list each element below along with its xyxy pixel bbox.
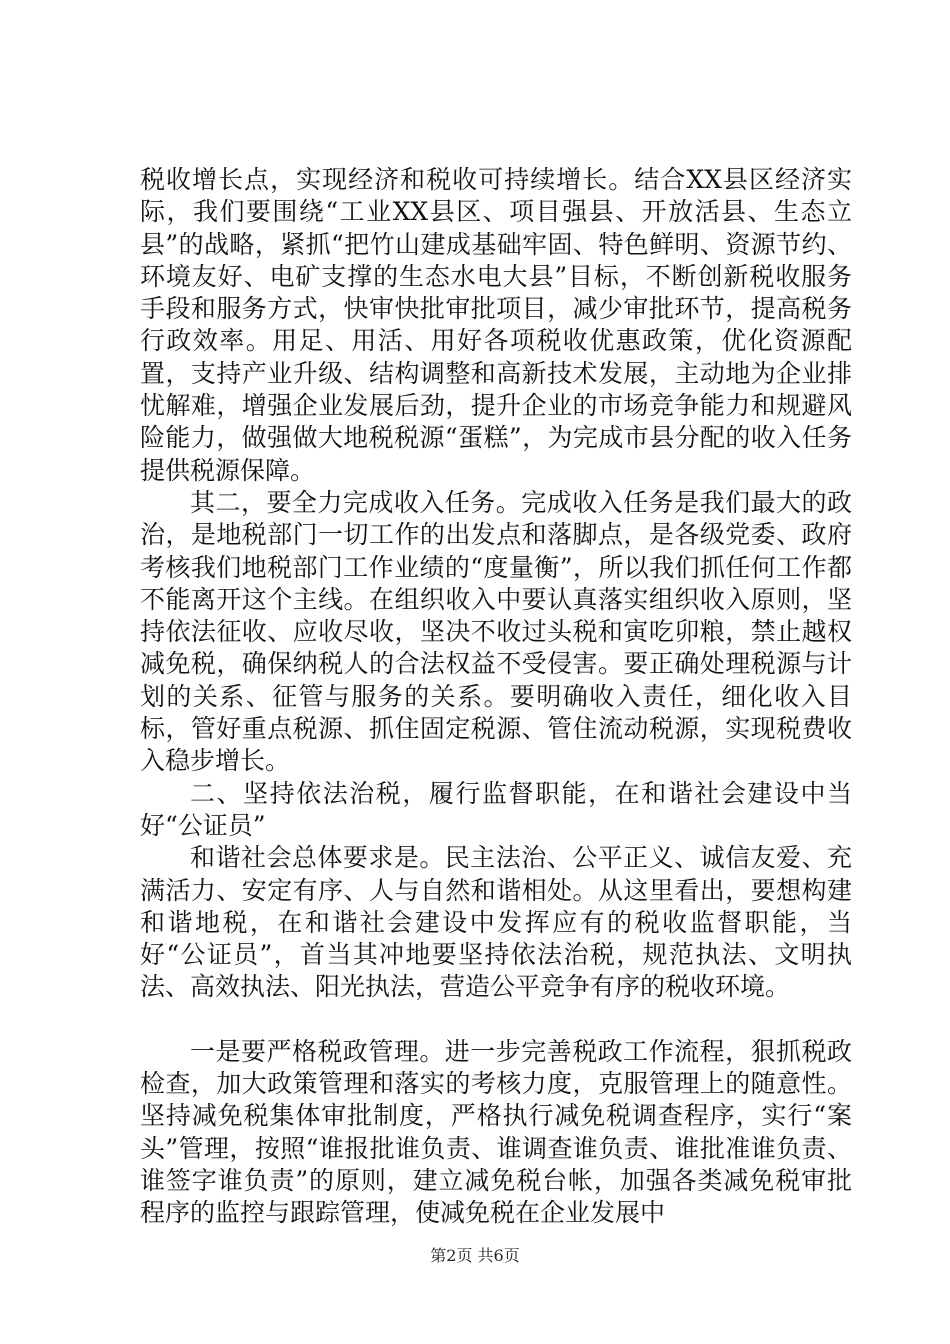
paragraph-harmonious-society: 和谐社会总体要求是。民主法治、公平正义、诚信友爱、充满活力、安定有序、人与自然和谐相处。从这里看出，要想构建和谐地税，在和谐社会建设中发挥应有的税收监督职能，当好“公证员”，首当其冲地要坚持依法治税，规范执法、文明执法、高效执法、阳光执法，营造公平竞争有序的税收环境。	[140, 843, 852, 1002]
paragraph-revenue-task: 其二，要全力完成收入任务。完成收入任务是我们最大的政治，是地税部门一切工作的出发点和落脚点，是各级党委、政府考核我们地税部门工作业绩的“度量衡”，所以我们抓任何工作都不能离开这个主线。在组织收入中要认真落实组织收入原则，坚持依法征收、应收尽收，坚决不收过头税和寅吃卯粮，禁止越权减免税，确保纳税人的合法权益不受侵害。要正确处理税源与计划的关系、征管与服务的关系。要明确收入责任，细化收入目标，管好重点税源、抓住固定税源、管住流动税源，实现税费收入稳步增长。	[140, 487, 852, 776]
paragraph-tax-administration: 一是要严格税政管理。进一步完善税政工作流程，狠抓税政检查，加大政策管理和落实的考核力度，克服管理上的随意性。坚持减免税集体审批制度，严格执行减免税调查程序，实行“案头”管理，按照“谁报批谁负责、谁调查谁负责、谁批准谁负责、谁签字谁负责”的原则，建立减免税台帐，加强各类减免税审批程序的监控与跟踪管理，使减免税在企业发展中	[140, 1036, 852, 1228]
section-heading-rule-of-law: 二、坚持依法治税，履行监督职能，在和谐社会建设中当好“公证员”	[140, 778, 852, 840]
paragraph-continuation: 税收增长点，实现经济和税收可持续增长。结合XX县区经济实际，我们要围绕“工业XX县区、项目强县、开放活县、生态立县”的战略，紧抓“把竹山建成基础牢固、特色鲜明、资源节约、环境友好、电矿支撑的生态水电大县”目标，不断创新税收服务手段和服务方式，快审快批审批项目，减少审批环节，提高税务行政效率。用足、用活、用好各项税收优惠政策，优化资源配置，支持产业升级、结构调整和高新技术发展，主动地为企业排忧解难，增强企业发展后劲，提升企业的市场竞争能力和规避风险能力，做强做大地税税源“蛋糕”，为完成市县分配的收入任务提供税源保障。	[140, 165, 852, 485]
document-body	[140, 164, 852, 1230]
page-number-footer: 第2页 共6页	[430, 1246, 520, 1265]
